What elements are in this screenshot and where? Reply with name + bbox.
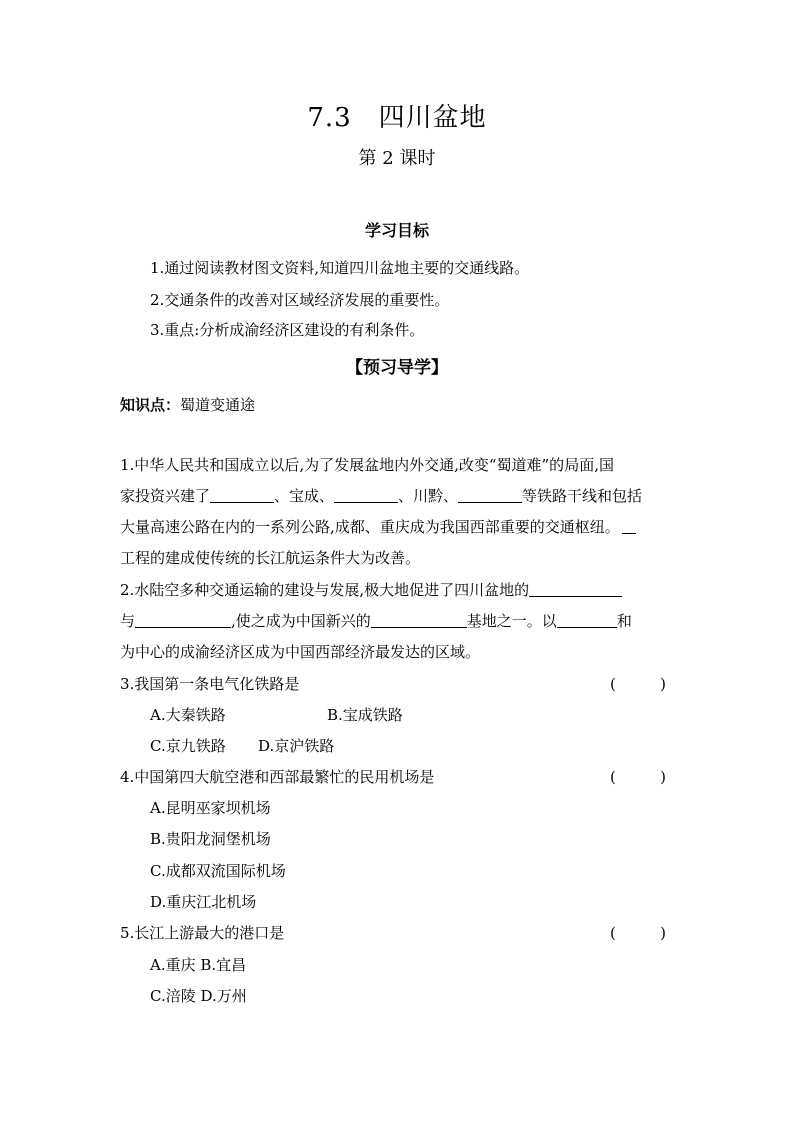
knowledge-value: 蜀道变通途 bbox=[180, 396, 256, 414]
q2-text-b: 与 bbox=[120, 612, 136, 630]
q3-option-d: D.京沪铁路 bbox=[258, 737, 335, 755]
preview-heading: 【预习导学】 bbox=[346, 358, 448, 378]
q5-paren-close: ) bbox=[660, 924, 666, 942]
goal-item-1: 1.通过阅读教材图文资料,知道四川盆地主要的交通线路。 bbox=[150, 259, 530, 277]
q1-line-2 bbox=[120, 486, 642, 506]
q4-paren-close: ) bbox=[660, 768, 666, 786]
page-title: 7.3 四川盆地 bbox=[307, 103, 487, 133]
q1-text-b: 、宝成、 bbox=[274, 487, 335, 505]
q3-answer-bracket[interactable] bbox=[610, 674, 666, 694]
q4-answer-bracket[interactable] bbox=[610, 767, 666, 787]
q1-text-e: 大量高速公路在内的一系列公路,成都、重庆成为我国西部重要的交通枢纽。 bbox=[120, 518, 620, 536]
goal-item-3: 3.重点:分析成渝经济区建设的有利条件。 bbox=[150, 321, 425, 339]
q4-option-d: D.重庆江北机场 bbox=[150, 893, 257, 911]
q1-text-d: 等铁路干线和包括 bbox=[522, 487, 643, 505]
q1-text-a: 家投资兴建了 bbox=[120, 487, 211, 505]
q2-blank-4[interactable] bbox=[557, 612, 617, 628]
q4-option-c: C.成都双流国际机场 bbox=[150, 862, 286, 880]
q1-line-3 bbox=[120, 517, 636, 537]
q2-blank-3[interactable] bbox=[371, 612, 467, 628]
q1-blank-4[interactable] bbox=[622, 518, 636, 534]
q1-line-1: 1.中华人民共和国成立以后,为了发展盆地内外交通,改变“蜀道难”的局面,国 bbox=[120, 456, 614, 474]
page-subtitle: 第 2 课时 bbox=[358, 148, 436, 169]
q4-stem: 4.中国第四大航空港和西部最繁忙的民用机场是 bbox=[120, 768, 435, 786]
q5-answer-bracket[interactable] bbox=[610, 923, 666, 943]
q1-blank-3[interactable] bbox=[458, 487, 522, 503]
q5-paren-open: ( bbox=[610, 924, 616, 942]
knowledge-point bbox=[120, 395, 255, 415]
q4-option-a: A.昆明巫家坝机场 bbox=[150, 799, 271, 817]
q3-paren-open: ( bbox=[610, 675, 616, 693]
q2-blank-1[interactable] bbox=[529, 581, 622, 597]
q2-line-1 bbox=[120, 580, 622, 600]
q2-text-a: 2.水陆空多种交通运输的建设与发展,极大地促进了四川盆地的 bbox=[120, 581, 530, 599]
goal-item-2: 2.交通条件的改善对区域经济发展的重要性。 bbox=[150, 291, 450, 309]
q2-text-e: 和 bbox=[616, 612, 632, 630]
q3-option-a: A.大秦铁路 bbox=[150, 706, 226, 724]
q3-option-b: B.宝成铁路 bbox=[327, 706, 403, 724]
q2-line-2 bbox=[120, 611, 632, 631]
goals-heading: 学习目标 bbox=[364, 221, 429, 240]
q2-blank-2[interactable] bbox=[135, 612, 231, 628]
q4-option-b: B.贵阳龙洞堡机场 bbox=[150, 830, 271, 848]
q5-options-ab: A.重庆 B.宜昌 bbox=[150, 956, 247, 974]
q3-option-c: C.京九铁路 bbox=[150, 737, 226, 755]
q2-line-3: 为中心的成渝经济区成为中国西部经济最发达的区域。 bbox=[120, 643, 481, 661]
q2-text-c: ,使之成为中国新兴的 bbox=[231, 612, 371, 630]
q2-text-d: 基地之一。以 bbox=[466, 612, 557, 630]
q1-blank-1[interactable] bbox=[210, 487, 274, 503]
q4-paren-open: ( bbox=[610, 768, 616, 786]
q1-blank-2[interactable] bbox=[334, 487, 398, 503]
q1-text-c: 、川黔、 bbox=[398, 487, 459, 505]
q3-stem: 3.我国第一条电气化铁路是 bbox=[120, 675, 300, 693]
knowledge-label: 知识点： bbox=[120, 396, 181, 414]
q1-line-4: 工程的建成使传统的长江航运条件大为改善。 bbox=[120, 549, 421, 567]
q3-paren-close: ) bbox=[660, 675, 666, 693]
q5-options-cd: C.涪陵 D.万州 bbox=[150, 987, 247, 1005]
q5-stem: 5.长江上游最大的港口是 bbox=[120, 924, 285, 942]
